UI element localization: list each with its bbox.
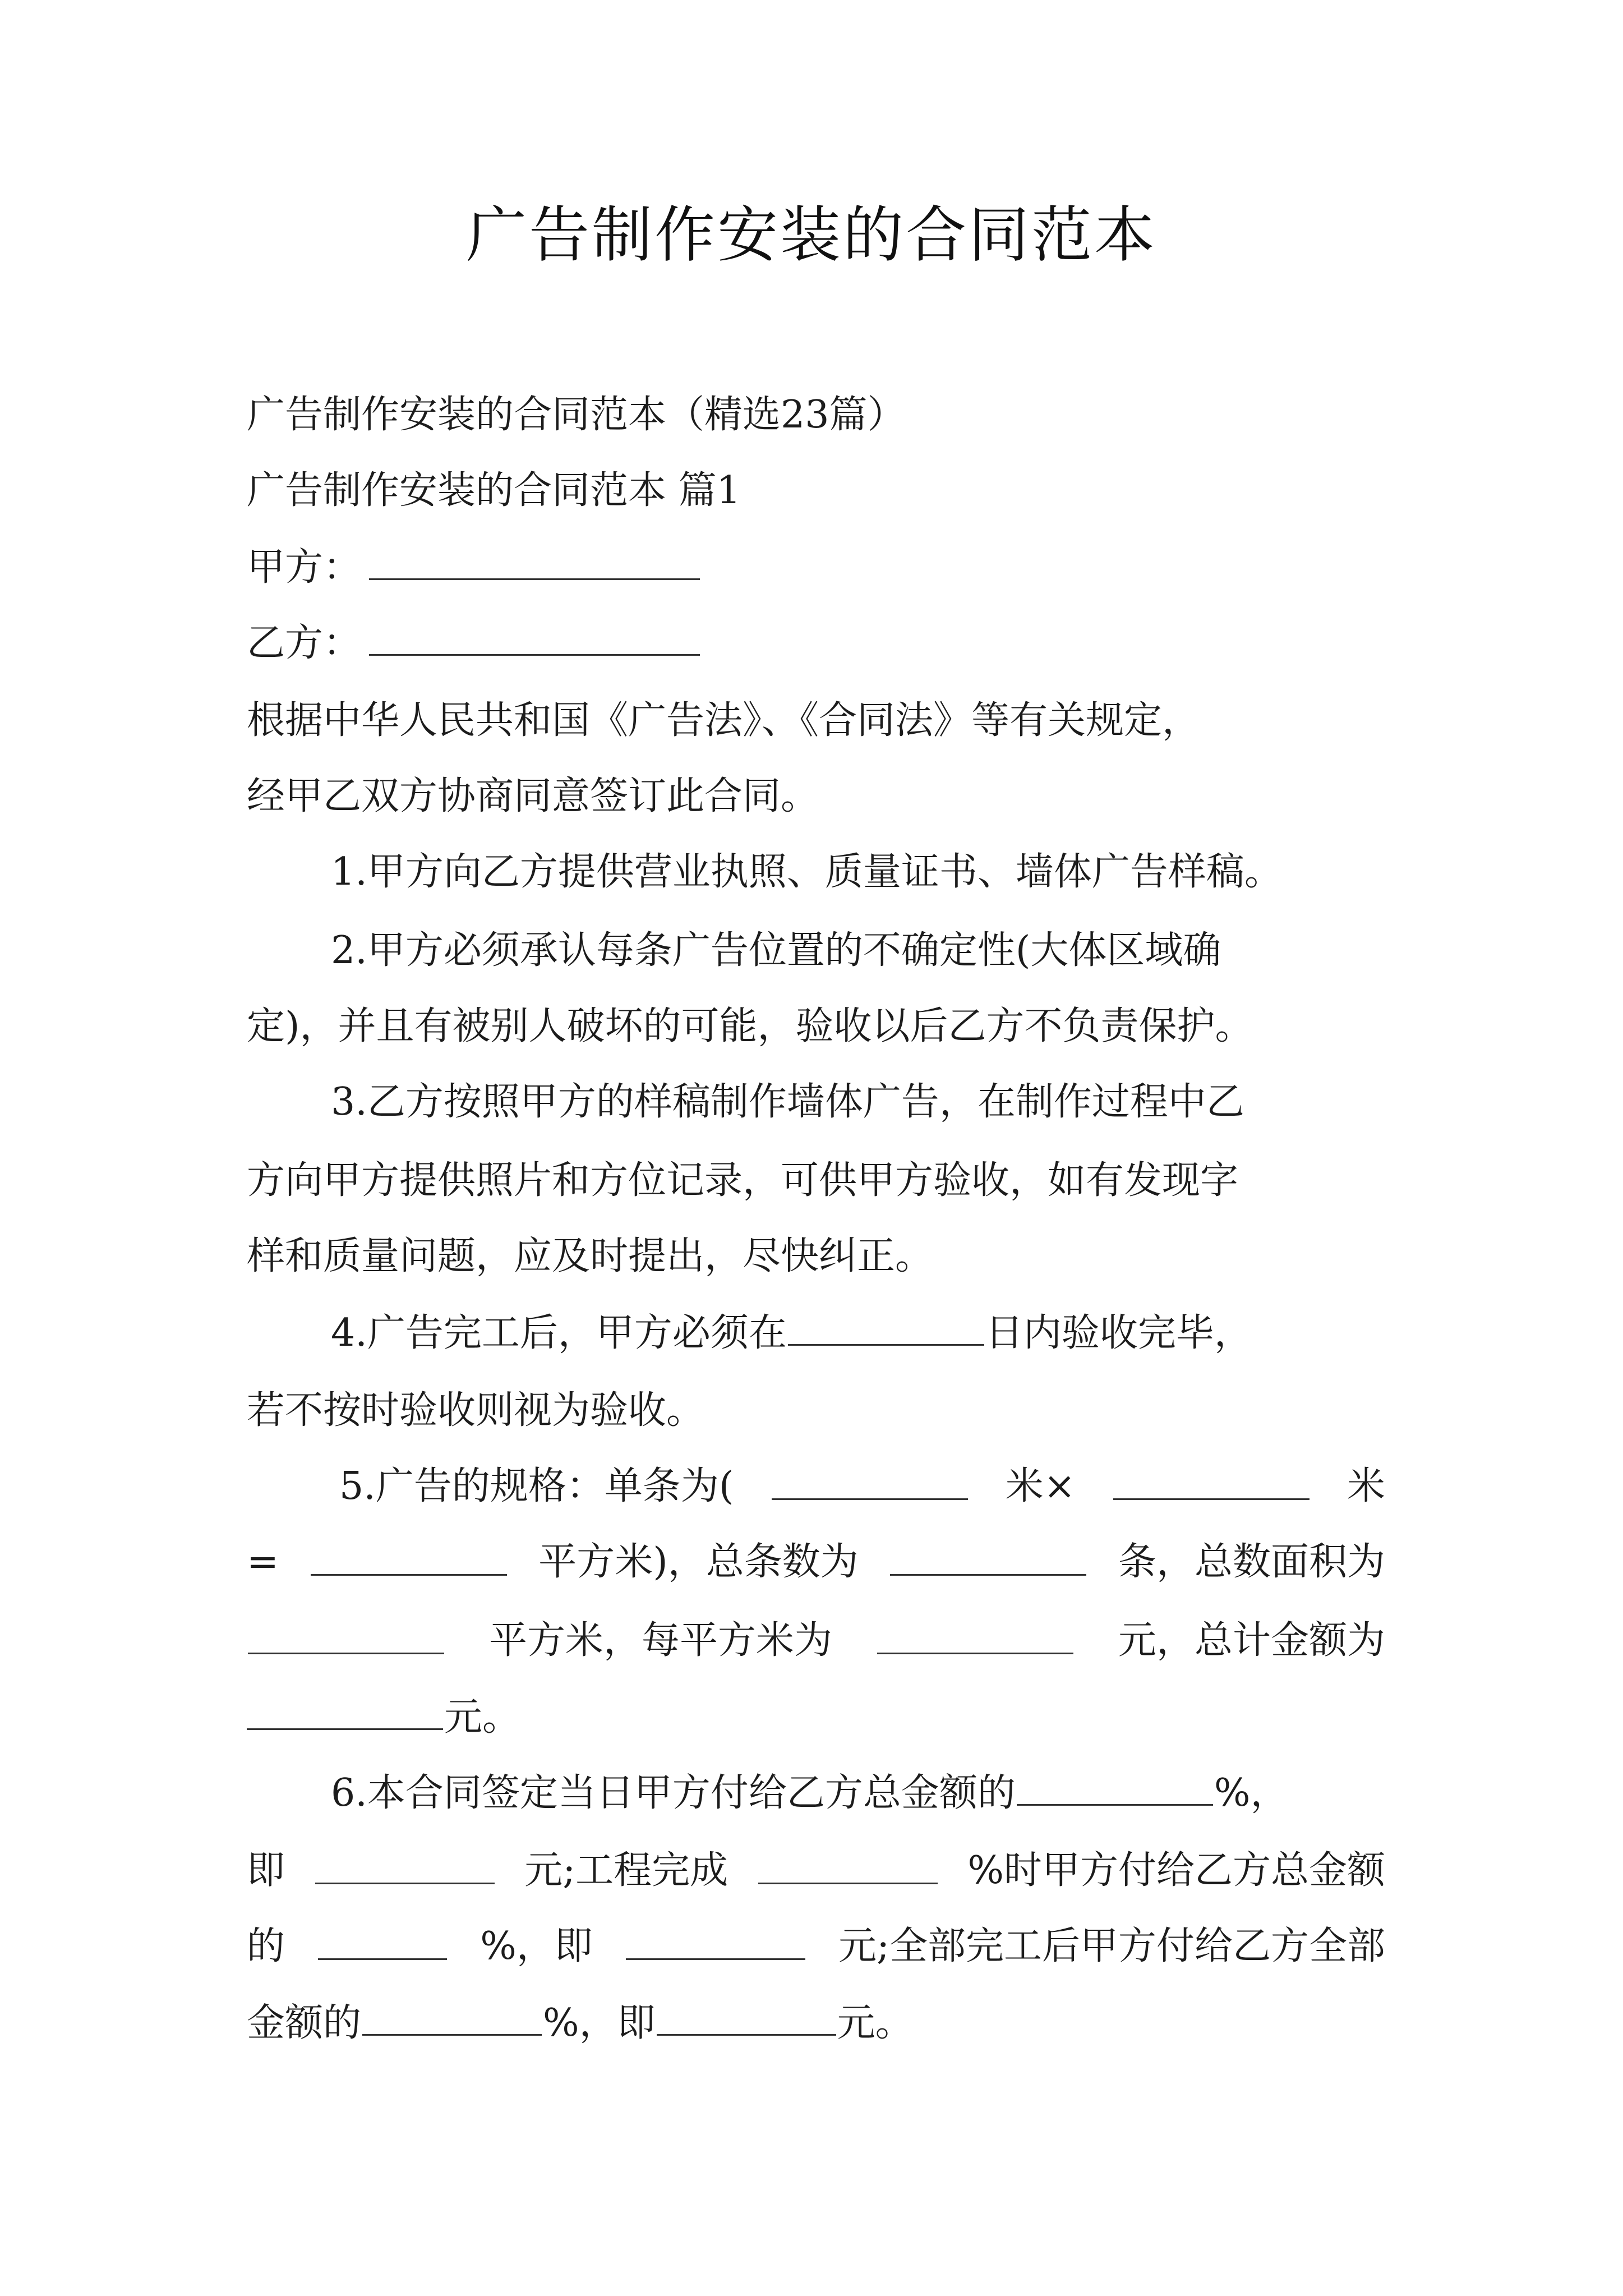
clause-5-text-e: 条，总数面积为	[1118, 1540, 1385, 1584]
clause-4-line-1	[331, 1307, 1252, 1359]
intro-line-1: 根据中华人民共和国《广告法》、《合同法》等有关规定，	[247, 698, 1201, 743]
party-a-label: 甲方：	[247, 545, 362, 590]
clause-6-text-b: %，	[1214, 1771, 1289, 1815]
clause-6-line-2	[247, 1846, 1385, 1896]
party-a-line	[247, 541, 701, 593]
clause-4-line-2: 若不按时验收则视为验收。	[247, 1388, 705, 1433]
clause-5-total-blank	[247, 1691, 443, 1730]
clause-5-line-1	[339, 1461, 1385, 1512]
clause-6-text-d: 元;工程完成	[524, 1848, 728, 1893]
clause-6-amt3-blank	[657, 1997, 836, 2036]
clause-6-pct2-blank	[318, 1921, 447, 1960]
clause-5-text-d: 平方米)，总条数为	[538, 1540, 859, 1584]
subtitle: 广告制作安装的合同范本（精选23篇）	[247, 393, 906, 437]
clause-5-text-b: 米×	[1005, 1464, 1076, 1508]
clause-5-eq: =	[247, 1540, 279, 1584]
clause-3-line-1: 3.乙方按照甲方的样稿制作墙体广告，在制作过程中乙	[331, 1080, 1244, 1124]
clause-5-width-blank	[1113, 1461, 1310, 1500]
clause-5-text-h: 元。	[444, 1695, 521, 1740]
clause-5-text-f: 平方米，每平方米为	[488, 1618, 832, 1663]
clause-4-text-a: 4.广告完工后，甲方必须在	[331, 1311, 787, 1355]
clause-3-line-3: 样和质量问题，应及时提出，尽快纠正。	[247, 1234, 934, 1278]
document-title: 广告制作安装的合同范本	[465, 200, 1157, 270]
party-a-blank	[369, 541, 700, 580]
clause-5-line-4	[247, 1691, 520, 1743]
clause-5-area-blank	[311, 1537, 507, 1576]
clause-5-unit-price-blank	[877, 1616, 1073, 1654]
intro-line-2: 经甲乙双方协商同意签订此合同。	[247, 774, 819, 818]
clause-6-text-a: 6.本合同签定当日甲方付给乙方总金额的	[331, 1771, 1016, 1815]
clause-6-amt1-blank	[315, 1846, 495, 1884]
clause-6-text-i: 金额的	[247, 2001, 362, 2045]
clause-5-text-c: 米	[1347, 1464, 1385, 1508]
clause-2-line-2: 定)，并且有被别人破坏的可能，验收以后乙方不负责保护。	[247, 1004, 1253, 1048]
clause-5-text-a: 5.广告的规格：单条为(	[339, 1464, 734, 1508]
clause-5-line-3	[247, 1616, 1385, 1666]
clause-6-line-4	[247, 1997, 914, 2049]
clause-2-line-1: 2.甲方必须承认每条广告位置的不确定性(大体区域确	[331, 928, 1221, 973]
clause-6-text-h: 元;全部完工后甲方付给乙方全部	[838, 1924, 1385, 1968]
clause-6-text-g: %，即	[480, 1924, 593, 1968]
clause-5-total-area-blank	[248, 1616, 444, 1654]
clause-6-text-e: %时甲方付给乙方总金额	[967, 1848, 1385, 1893]
clause-6-pct1-blank	[1017, 1767, 1213, 1806]
clause-3-line-2: 方向甲方提供照片和方位记录，可供甲方验收，如有发现字	[247, 1158, 1239, 1203]
article-heading: 广告制作安装的合同范本 篇1	[247, 468, 741, 513]
clause-5-length-blank	[772, 1461, 968, 1500]
clause-5-line-2	[247, 1537, 1385, 1588]
clause-6-line-3	[247, 1921, 1385, 1972]
clause-4-days-blank	[788, 1307, 984, 1346]
clause-6-text-c: 即	[247, 1848, 285, 1893]
clause-6-text-j: %，即	[543, 2001, 656, 2045]
clause-6-line-1	[331, 1767, 1289, 1819]
clause-6-pct3-blank	[362, 1997, 542, 2036]
clause-6-progress-blank	[758, 1846, 938, 1884]
clause-4-text-b: 日内验收完毕，	[985, 1311, 1252, 1355]
clause-5-count-blank	[890, 1537, 1086, 1576]
party-b-label: 乙方：	[247, 621, 362, 665]
party-b-blank	[369, 617, 700, 656]
clause-6-text-f: 的	[247, 1924, 285, 1968]
party-b-line	[247, 617, 701, 669]
clause-1: 1.甲方向乙方提供营业执照、质量证书、墙体广告样稿。	[331, 850, 1283, 894]
clause-6-text-k: 元。	[837, 2001, 914, 2045]
clause-6-amt2-blank	[626, 1921, 805, 1960]
clause-5-text-g: 元，总计金额为	[1118, 1618, 1385, 1663]
